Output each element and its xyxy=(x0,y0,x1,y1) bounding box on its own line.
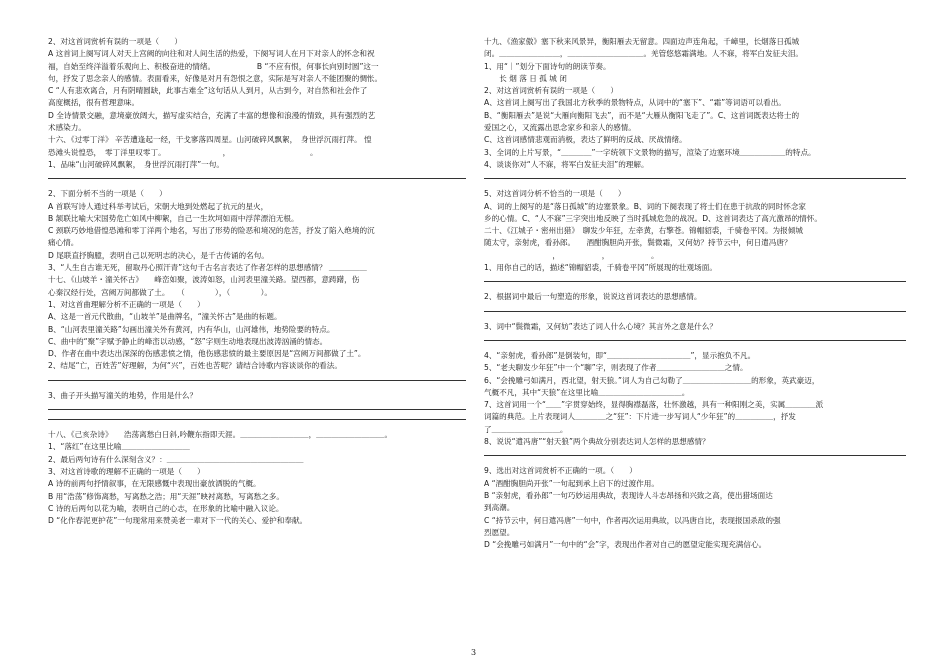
text-line: B 颔联比喻大宋国势危亡如风中柳絮，自己一生坎坷如雨中浮萍漂泊无根。 xyxy=(48,213,299,223)
text-line: 7、这首词用一个“＿＿”字贯穿始终，显得胸襟磊落，壮怀激越，具有一种阳刚之美，实属＿＿＿＿派 xyxy=(484,400,824,410)
text-line: B 用“浩荡”修饰离愁，写离愁之浩；用“天涯”映衬离愁，写离愁之多。 xyxy=(48,491,284,501)
text-line: 恐滩头说惶恐， 零丁洋里叹零丁。 ， 。 xyxy=(48,147,318,157)
text-line: A “酒酣胸胆尚开张”一句起到承上启下的过渡作用。 xyxy=(484,478,659,488)
text-line: 5、对这首词分析不恰当的一项是（ ） xyxy=(484,189,626,199)
text-line: A、这首词上阕写出了我国北方秋季的景物特点，从词中的“塞下”、“霜”等词语可以看出。 xyxy=(484,98,786,108)
text-line: 1、对这首曲理解分析不正确的一项是（ ） xyxy=(48,299,205,309)
right-column xyxy=(484,36,906,551)
text-line: C “人有悲欢离合，月有阴晴圆缺，此事古难全”这句话从人到月，从古到今，对自然和社会作了 xyxy=(48,86,368,96)
text-line: 2、最后两句诗有什么深刻含义？：＿＿＿＿＿＿＿＿＿＿＿＿＿＿＿＿＿＿ xyxy=(48,454,304,464)
text-line: 2、根据词中最后一句塑造的形象，说说这首词表达的思想感情。 xyxy=(484,292,702,302)
answer-line[interactable] xyxy=(48,409,466,410)
text-line: C、曲中的“聚”字赋予静止的峰峦以动感，“怒”字则生动地表现出波涛汹涌的情态。 xyxy=(48,336,328,346)
text-line: 3、词中“鬓微霜，又何妨”表达了词人什么心境？其言外之意是什么？ xyxy=(484,321,717,331)
text-line: C “持节云中，何日遣冯唐”一句中，作者再次运用典故，以冯唐自比，表现报国杀敌的强 xyxy=(484,515,781,525)
answer-line[interactable] xyxy=(484,281,906,282)
text-line: D 尾联直抒胸臆，表明自己以死明志的决心，是千古传诵的名句。 xyxy=(48,250,269,260)
text-line: 二十、《江城子・密州出猎》 聊发少年狂，左牵黄，右擎苍。锦帽貂裘，千骑卷平冈。为报倾城 xyxy=(484,226,803,236)
text-line: 乡的心情。C、“人不寐”三字突出地反映了当时孤城危急的战况。D、这首词表达了高亢激昂的情怀。 xyxy=(484,213,822,223)
answer-line[interactable] xyxy=(48,419,466,420)
text-line: 3、全词的上片写景，“＿＿＿＿”一字统领下文景物的描写，渲染了边塞环境＿＿＿＿＿＿的特点。 xyxy=(484,147,816,157)
text-line: A 首联写诗人通过科举考试后，宋朝大地到处燃起了抗元的星火， xyxy=(48,201,269,211)
text-line: 到高潮。 xyxy=(484,503,515,513)
text-line: 高度概括，很有哲理意味。 xyxy=(48,98,140,108)
answer-line[interactable] xyxy=(484,178,906,179)
text-line: 5、“老夫聊发少年狂”中一个“聊”字，则表现了作者＿＿＿＿＿＿＿＿＿之情。 xyxy=(484,363,748,373)
text-line: 句，抒发了思念亲人的感情。表面看来，好像是对月有怨恨之意，实际是写对亲人不能团聚的惆怅。 xyxy=(48,73,383,83)
text-line: 2、对这首词赏析有误的一项是（ ） xyxy=(484,86,618,96)
text-line: 1、“落红”在这里比喻＿＿＿＿＿＿＿＿＿ xyxy=(48,442,190,452)
text-line: 痛心情。 xyxy=(48,238,79,248)
text-line: B、“衡阳雁去”是说“大雁向衡阳飞去”，而不是“大雁从衡阳飞走了”。C、这首词既表达将士的 xyxy=(484,110,800,120)
text-line: 4、谈谈你对“人不寐，将军白发征夫泪”的理解。 xyxy=(484,159,649,169)
text-line: D “化作春泥更护花”一句现常用来赞美老一辈对下一代的关心、爱护和奉献。 xyxy=(48,516,308,526)
text-line: 十九、《渔家傲》塞下秋来风景异，衡阳雁去无留意。四面边声连角起，千嶂里，长烟落日孤城 xyxy=(484,37,800,46)
text-line: 3、曲子开头描写潼关的地势，作用是什么？ xyxy=(48,390,198,400)
text-line: 十七、《山坡羊・潼关怀古》 峰峦如聚，波涛如怒，山河表里潼关路。望西都，意踌躇，伤 xyxy=(48,275,360,285)
text-line: 十六、《过零丁洋》 辛苦遭逢起一经，干戈寥落四周星。山河破碎风飘絮， 身世浮沉雨打萍。 惶 xyxy=(48,135,372,145)
answer-line[interactable] xyxy=(484,340,906,341)
text-line: 1、用你自己的话，描述“锦帽貂裘，千骑卷平冈”所展现的壮观场面。 xyxy=(484,263,717,273)
text-line: 6、“会挽雕弓如满月，西北望，射天狼。”词人为自己勾勒了＿＿＿＿＿＿＿＿＿的形象，英武豪迈， xyxy=(484,375,820,385)
text-line: A、这是一首元代散曲，“山坡羊”是曲牌名，“潼关怀古”是曲的标题。 xyxy=(48,312,282,322)
text-line: 词篇的典范。上片表现词人＿＿＿＿之“狂”：下片进一步写词人“少年狂”的＿＿＿＿＿，抒发 xyxy=(484,412,796,422)
text-line: C 颈联巧妙地借惶恐滩和零丁洋两个地名，写出了形势的险恶和境况的危苦，抒发了陷入绝境的沉 xyxy=(48,226,375,236)
text-line: ， ， 。 xyxy=(484,250,659,260)
text-line: A 这首词上阕写词人对天上宫阙的向往和对人间生活的热爱，下阕写词人在月下对亲人的怀念和祝 xyxy=(48,49,375,59)
left-column xyxy=(48,36,466,527)
text-line: 3、“人生自古谁无死，留取丹心照汗青”这句千古名言表达了作者怎样的思想感情？ ＿＿＿＿＿ xyxy=(48,263,367,273)
text-line: 气概不凡，其中“天狼”在这里比喻＿＿＿＿＿＿＿＿＿＿＿。 xyxy=(484,387,690,397)
text-line: A、词的上阕写的是“落日孤城”的边塞景象。B、词的下阕表现了将士们在患于抗敌的同时怀念家 xyxy=(484,201,807,211)
text-line: 心秦汉经行处，宫阙万间都做了土。 （ ），（ ）。 xyxy=(48,287,272,297)
text-line: 福，自始至终洋溢着乐观向上、积极奋进的情绪。 B “不应有恨，何事长向别时圆”这一 xyxy=(48,61,379,71)
answer-line[interactable] xyxy=(48,380,466,381)
answer-line[interactable] xyxy=(484,311,906,312)
text-line: C 诗的后两句以花为喻，表明自己的心志，在形象的比喻中融入议论。 xyxy=(48,503,284,513)
text-line: 闭。＿＿＿＿＿＿＿＿，＿＿＿＿＿＿＿＿＿＿。羌管悠悠霜满地。人不寐，将军白发征夫泪。 xyxy=(484,49,803,59)
text-line: 十八、《己亥杂诗》 浩荡离愁白日斜,吟鞭东指即天涯。＿＿＿＿＿＿＿＿＿，＿＿＿＿＿＿＿＿＿。 xyxy=(48,430,393,440)
text-line: D “会挽雕弓如满月”一句中的“会”字，表现出作者对自己的愿望定能实现充满信心。 xyxy=(484,540,767,550)
text-line: 爱国之心，又流露出思念家乡和亲人的感情。 xyxy=(484,123,636,133)
text-line: C、这首词感情悲观而消极，表达了鲜明的反战、厌战情绪。 xyxy=(484,135,687,145)
text-line: 了＿＿＿＿＿＿＿＿＿。 xyxy=(484,424,568,434)
text-line: 4、“亲射虎，看孙郎”是倒装句，即“＿＿＿＿＿＿＿＿＿＿＿”，显示抱负不凡。 xyxy=(484,350,756,360)
text-line: D 全诗情景交融，意境豪放阔大，描写虚实结合，充满了丰富的想像和浪漫的情致，具有强烈的艺 xyxy=(48,110,376,120)
text-line: 1、品味“山河破碎风飘絮， 身世浮沉雨打萍”一句。 xyxy=(48,159,224,169)
text-line: B “亲射虎，看孙郎”一句巧妙运用典故，表现诗人斗志昂扬和兴致之高，使出猎场面达 xyxy=(484,490,773,500)
text-line: 术感染力。 xyxy=(48,123,86,133)
text-line: A 诗的前两句抒情叙事，在无限感慨中表现出豪放洒脱的气概。 xyxy=(48,479,261,489)
text-line: 3、对这首诗歌的理解不正确的一项是（ ） xyxy=(48,466,205,476)
answer-line[interactable] xyxy=(48,178,466,179)
text-line: 8、说说“遣冯唐”“射天狼”两个典故分别表达词人怎样的思想感情？ xyxy=(484,437,710,447)
page-number: 3 xyxy=(471,648,477,657)
text-line: 2、结尾“亡，百姓苦”好理解，为何“兴”，百姓也苦呢？请结合诗歌内容谈谈你的看法。 xyxy=(48,361,342,371)
text-line: 1、用“｜”划分下面诗句的朗读节奏。 xyxy=(484,61,611,71)
answer-line[interactable] xyxy=(484,455,906,456)
text-line: 2、对这首词赏析有误的一项是（ ） xyxy=(48,37,182,46)
text-line: B、“山河表里潼关路”勾画出潼关外有黄河，内有华山，山河雄伟，地势险要的特点。 xyxy=(48,324,335,334)
text-line: D、作者在曲中表达出深深的伤感悲愤之情，他伤感悲愤的最主要原因是“宫阙万间都做了土”。 xyxy=(48,349,366,359)
text-line: 长 烟 落 日 孤 城 闭 xyxy=(484,73,567,83)
text-line: 烈愿望。 xyxy=(484,527,515,537)
text-line: 2、下面分析不当的一项是（ ） xyxy=(48,189,167,199)
text-line: 随太守，亲射虎，看孙郎。 酒酣胸胆尚开张，鬓微霜，又何妨？持节云中，何日遣冯唐？ xyxy=(484,238,792,248)
text-line: 9、选出对这首词赏析不正确的一项。（ ） xyxy=(484,466,637,476)
